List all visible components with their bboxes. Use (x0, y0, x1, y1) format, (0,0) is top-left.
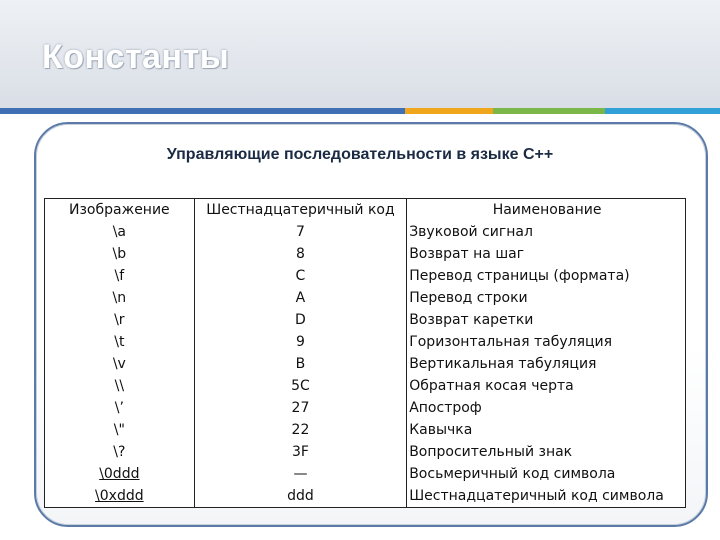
cell-description: Звуковой сигнал (409, 224, 533, 240)
cell-description: Перевод строки (409, 290, 528, 306)
cell-sequence: \0ddd (45, 463, 195, 485)
table-row (45, 397, 686, 419)
cell-hex: A (194, 287, 407, 309)
cell-sequence: \\ (45, 375, 195, 397)
accent-bar-cyan (605, 108, 720, 114)
cell-description: Восьмеричный код символа (409, 466, 616, 482)
slide-title: Константы (42, 38, 230, 76)
cell-hex: B (194, 353, 407, 375)
cell-hex: 3F (194, 441, 407, 463)
table-row (45, 221, 686, 243)
table-row (45, 265, 686, 287)
cell-hex: 22 (194, 419, 407, 441)
table-row (45, 375, 686, 397)
table-row (45, 419, 686, 441)
cell-description: Апостроф (409, 400, 482, 416)
cell-sequence: \b (45, 243, 195, 265)
cell-sequence: \f (45, 265, 195, 287)
cell-hex: 9 (194, 331, 407, 353)
table-row (45, 353, 686, 375)
cell-description: Возврат на шаг (409, 246, 525, 262)
cell-sequence: \0xddd (45, 485, 195, 508)
cell-hex: 7 (194, 221, 407, 243)
cell-sequence: \n (45, 287, 195, 309)
table-header-row (45, 199, 686, 222)
cell-description: Вопросительный знак (409, 444, 573, 460)
cell-hex: 5C (194, 375, 407, 397)
cell-sequence: \" (45, 419, 195, 441)
cell-description: Шестнадцатеричный код символа (409, 488, 664, 504)
cell-hex: D (194, 309, 407, 331)
cell-description: Кавычка (409, 422, 473, 438)
cell-description: Перевод страницы (формата) (409, 268, 630, 284)
cell-description: Горизонтальная табуляция (409, 334, 613, 350)
cell-hex: ddd (194, 485, 407, 508)
accent-bar-blue (0, 108, 405, 114)
cell-sequence: \a (45, 221, 195, 243)
cell-description: Возврат каретки (409, 312, 534, 328)
table-row (45, 309, 686, 331)
table-row (45, 463, 686, 485)
accent-bar-orange (405, 108, 493, 114)
cell-hex: 8 (194, 243, 407, 265)
header-image: Изображение (45, 199, 195, 222)
cell-sequence: \t (45, 331, 195, 353)
cell-hex: 27 (194, 397, 407, 419)
table-row (45, 331, 686, 353)
cell-description: Обратная косая черта (409, 378, 574, 394)
cell-sequence: \’ (45, 397, 195, 419)
header-hex-code: Шестнадцатеричный код (194, 199, 407, 222)
table-row (45, 287, 686, 309)
table-row (45, 441, 686, 463)
cell-sequence: \v (45, 353, 195, 375)
escape-sequence-table (44, 198, 686, 508)
accent-bar-green (493, 108, 605, 114)
table-row (45, 243, 686, 265)
cell-hex: — (194, 463, 407, 485)
slide-header (0, 0, 720, 108)
table-heading: Управляющие последовательности в языке С++ (166, 146, 554, 163)
cell-description: Вертикальная табуляция (409, 356, 597, 372)
cell-sequence: \r (45, 309, 195, 331)
cell-sequence: \? (45, 441, 195, 463)
table-row (45, 485, 686, 508)
header-name: Наименование (492, 202, 602, 218)
cell-hex: C (194, 265, 407, 287)
